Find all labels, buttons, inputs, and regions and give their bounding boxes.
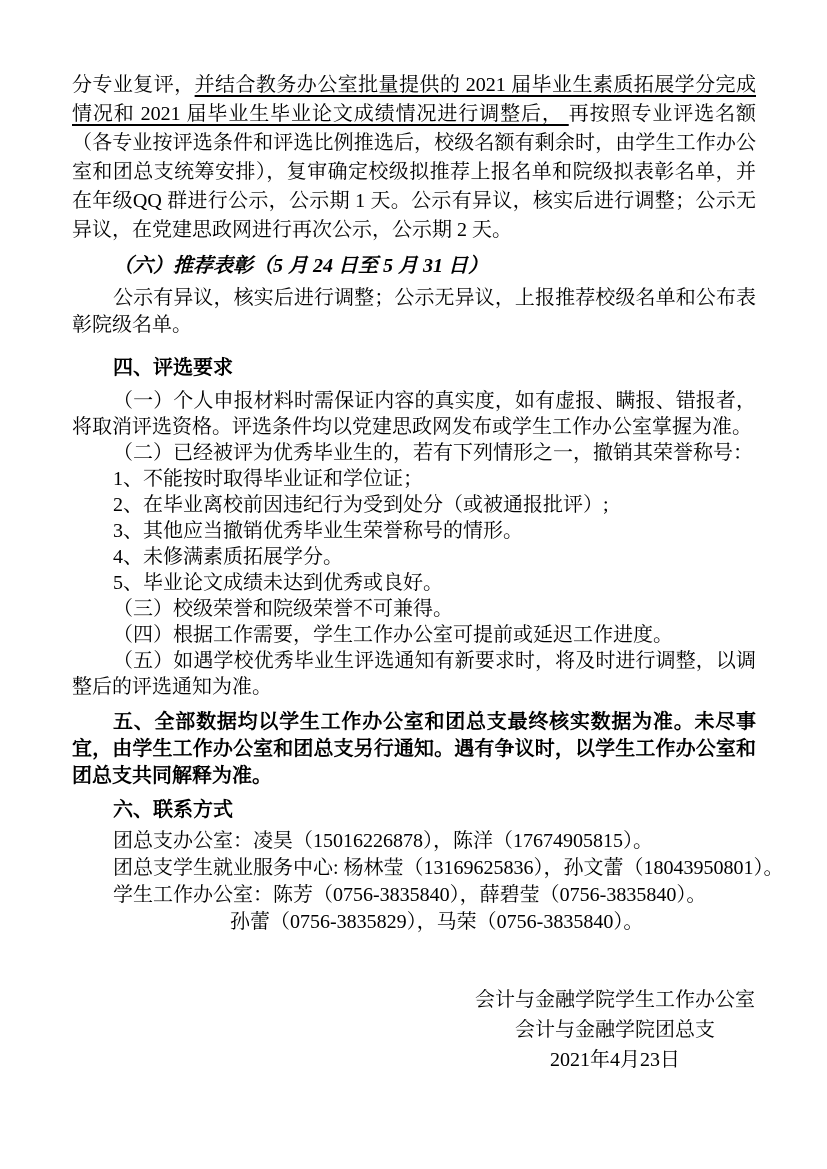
- contact-list: [72, 828, 784, 936]
- heading-section-four: 四、评选要求: [113, 357, 233, 379]
- section-six-body: 公示有异议，核实后进行调整；公示无异议，上报推荐校级名单和公布表彰院级名单。: [72, 287, 756, 336]
- signature-date: 2021年4月23日: [550, 1049, 680, 1071]
- section-four-item: （四）根据工作需要，学生工作办公室可提前或延迟工作进度。: [113, 624, 673, 646]
- section-four-item: （一）个人申报材料时需保证内容的真实度，如有虚报、瞒报、错报者，将取消评选资格。评选条件均以党建思政网发布或学生工作办公室掌握为准。: [72, 390, 756, 438]
- heading-contact: 六、联系方式: [113, 799, 233, 821]
- contact-line: 团总支办公室：凌昊（15016226878），陈洋（17674905815）。: [113, 830, 653, 852]
- section-four-item: 5、毕业论文成绩未达到优秀或良好。: [113, 572, 443, 594]
- contact-line: 孙蕾（0756-3835829），马荣（0756-3835840）。: [230, 911, 644, 933]
- section-four-item: 3、其他应当撤销优秀毕业生荣誉称号的情形。: [113, 520, 523, 542]
- signature-block: [474, 985, 756, 1075]
- section-four-item: 2、在毕业离校前因违纪行为受到处分（或被通报批评）;: [113, 494, 609, 516]
- section-four-body: [72, 388, 756, 700]
- contact-line: 团总支学生就业服务中心: 杨林莹（13169625836），孙文蕾（18043950801）。: [113, 857, 784, 879]
- section-four-item: 1、不能按时取得毕业证和学位证；: [113, 468, 423, 490]
- intro-paragraph: [72, 71, 756, 245]
- section-five-paragraph: 五、全部数据均以学生工作办公室和团总支最终核实数据为准。未尽事宜，由学生工作办公室和团总支另行通知。遇有争议时，以学生工作办公室和团总支共同解释为准。: [72, 711, 756, 787]
- section-four-item: 4、未修满素质拓展学分。: [113, 546, 343, 568]
- heading-section-six: （六）推荐表彰（5 月 24 日至 5 月 31 日）: [113, 255, 488, 277]
- signature-league: 会计与金融学院团总支: [515, 1019, 715, 1041]
- section-four-item: （三）校级荣誉和院级荣誉不可兼得。: [113, 598, 453, 620]
- section-four-item: （二）已经被评为优秀毕业生的，若有下列情形之一，撤销其荣誉称号：: [113, 442, 753, 464]
- intro-text-underlined: 并结合教务办公室批量提供的 2021 届毕业生素质拓展学分完成情况和 2021 届毕业生毕业论文成绩情况进行调整后，: [72, 74, 756, 125]
- intro-text-pre: 分专业复评，: [72, 74, 195, 96]
- contact-line: 学生工作办公室：陈芳（0756-3835840），薛碧莹（0756-3835840）。: [113, 884, 707, 906]
- intro-text-post: 再按照专业评选名额（各专业按评选条件和评选比例推选后，校级名额有剩余时，由学生工作办公室和团总支统筹安排），复审确定校级拟推荐上报名单和院级拟表彰名单，并在年级QQ 群进行公示，公示期 1 天。公示有异议，核实后进行调整；公示无异议，在党建思政网进行再次公示，公示期 2 天。: [72, 103, 756, 241]
- signature-office: 会计与金融学院学生工作办公室: [475, 989, 755, 1011]
- document-content: [72, 71, 784, 1075]
- section-four-item: （五）如遇学校优秀毕业生评选通知有新要求时，将及时进行调整，以调整后的评选通知为准。: [72, 650, 756, 698]
